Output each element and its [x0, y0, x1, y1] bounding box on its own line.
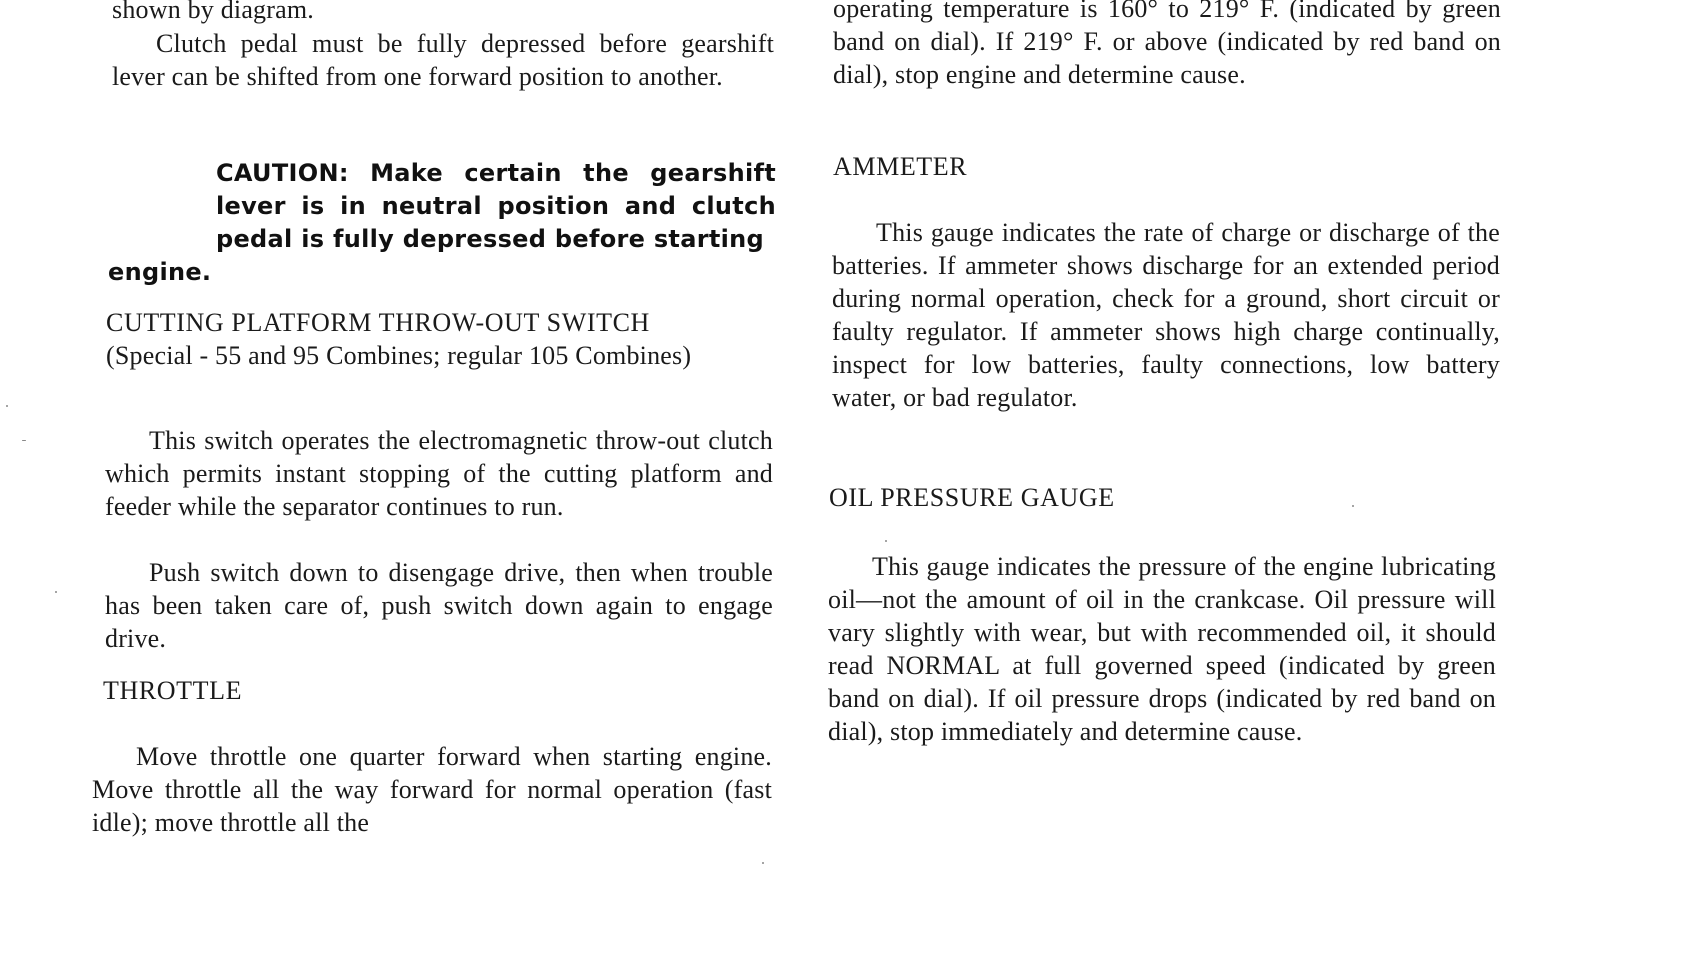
scan-speck — [762, 862, 764, 864]
caution-text: CAUTION: Make certain the gearshift lever is in neutral position and clutch pedal is fully depressed before starting — [216, 159, 776, 253]
scan-speck — [885, 540, 887, 542]
heading-ammeter: AMMETER — [833, 152, 968, 181]
heading-cutting-platform: CUTTING PLATFORM THROW-OUT SWITCH — [106, 308, 650, 337]
para-throttle: Move throttle one quarter forward when starting engine. Move throttle all the way forward for normal operation (fast idle); move throttle all the — [92, 742, 772, 837]
scan-speck — [1352, 505, 1354, 507]
para-oil-pressure: This gauge indicates the pressure of the engine lubricating oil—not the amount of oil in the crankcase. Oil pressure will vary slightly with wear, but with recommended oil, it should read NORMAL at full governed speed (indicated by green band on dial). If oil pressure drops (indicated by red band on dial), stop immediately and determine cause. — [828, 552, 1496, 746]
scan-speck — [22, 440, 26, 441]
para-ammeter: This gauge indicates the rate of charge or discharge of the batteries. If ammeter shows discharge for an extended period during normal operation, check for a ground, short circuit or faulty regulator. If ammeter shows high charge continually, inspect for low batteries, faulty connections, low battery water, or bad regulator. — [832, 218, 1500, 412]
heading-throttle: THROTTLE — [103, 676, 243, 705]
para-switch-usage: Push switch down to disengage drive, then when trouble has been taken care of, push switch down again to engage drive. — [105, 558, 773, 653]
para-clutch: Clutch pedal must be fully depressed before gearshift lever can be shifted from one forward position to another. — [112, 29, 774, 91]
caution-tail: engine. — [108, 258, 212, 286]
para-switch-description: This switch operates the electromagnetic throw-out clutch which permits instant stopping of the cutting platform and feeder while the separator continues to run. — [105, 426, 773, 521]
para-top-tail: shown by diagram. — [112, 0, 314, 24]
caution-block — [104, 157, 776, 289]
para-temperature: operating temperature is 160° to 219° F. (indicated by green band on dial). If 219° F. or above (indicated by red band on dial), stop engine and determine cause. — [833, 0, 1501, 89]
scan-speck — [55, 591, 57, 593]
scan-speck — [6, 405, 8, 407]
heading-cutting-platform-sub: (Special - 55 and 95 Combines; regular 105 Combines) — [106, 341, 692, 370]
heading-oil-pressure-gauge: OIL PRESSURE GAUGE — [829, 483, 1115, 512]
